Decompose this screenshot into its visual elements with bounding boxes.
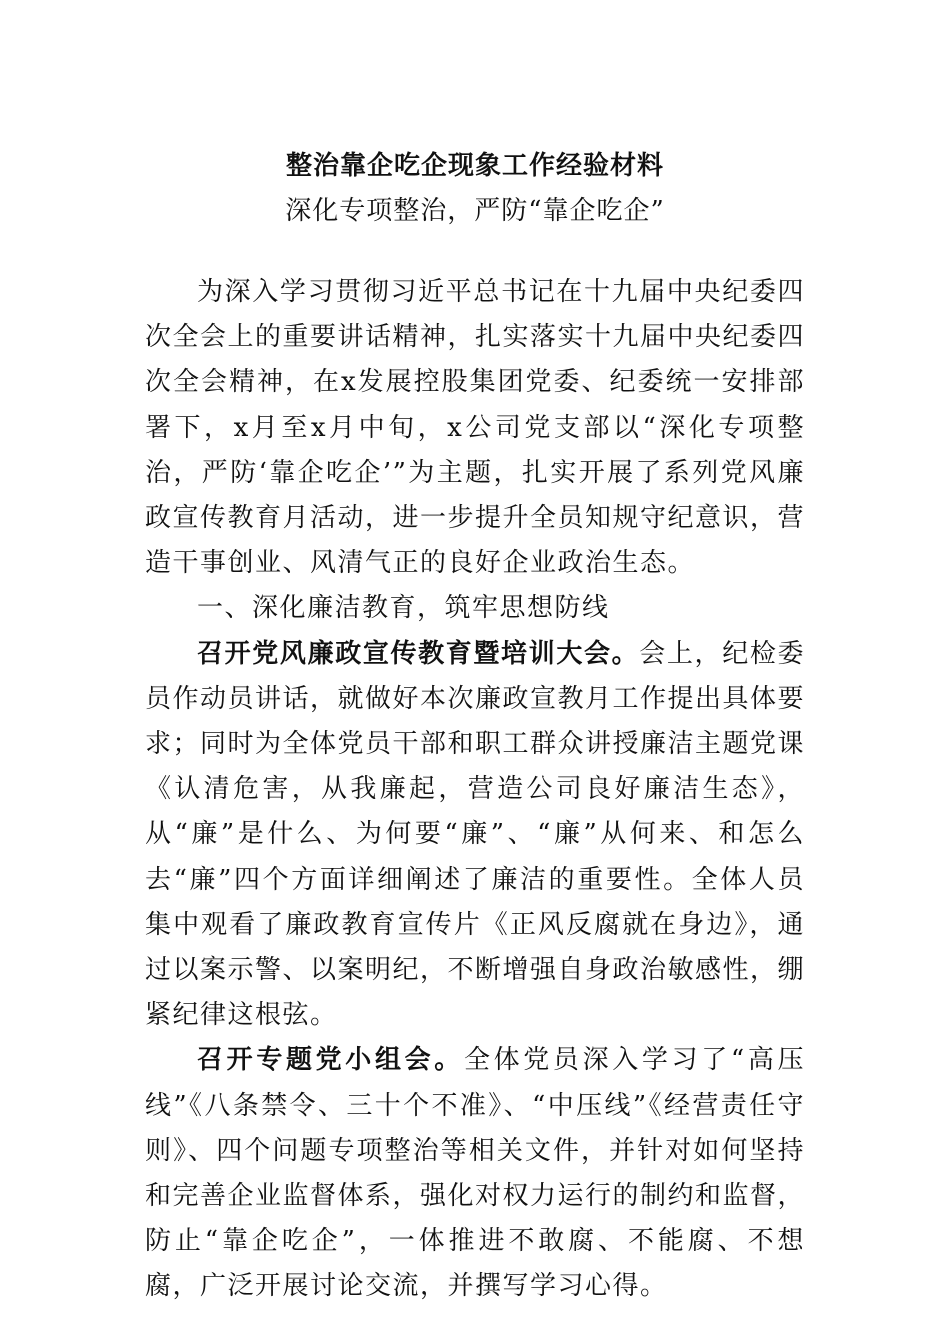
document-subtitle: 深化专项整治，严防“靠企吃企” <box>285 196 665 226</box>
section-heading <box>145 586 805 631</box>
document-title: 整治靠企吃企现象工作经验材料 <box>285 151 664 181</box>
training-meeting-text: 会上，纪检委员作动员讲话，就做好本次廉政宣教月工作提出具体要求；同时为全体党员干部和职工群众讲授廉洁主题党课《认清危害，从我廉起，营造公司良好廉洁生态》，从“廉”是什么、为何要“廉”、“廉”从何来、和怎么去“廉”四个方面详细阐述了廉洁的重要性。全体人员集中观看了廉政教育宣传片《正风反腐就在身边》，通过以案示警、以案明纪，不断增强自身政治敏感性，绷紧纪律这根弦。 <box>145 638 806 1031</box>
training-meeting-paragraph <box>145 632 805 1039</box>
section-heading-text: 一、深化廉洁教育，筑牢思想防线 <box>197 593 610 624</box>
party-group-text: 全体党员深入学习了“高压线”《八条禁令、三十个不准》、“中压线”《经营责任守则》、四个问题专项整治等相关文件，并针对如何坚持和完善企业监督体系，强化对权力运行的制约和监督，防止“靠企吃企”，一体推进不敢腐、不能腐、不想腐，广泛开展讨论交流，并撰写学习心得。 <box>145 1045 806 1302</box>
training-meeting-lead: 召开党风廉政宣传教育暨培训大会。 <box>197 638 640 669</box>
document-body <box>145 270 805 1310</box>
party-group-paragraph <box>145 1038 805 1309</box>
intro-paragraph <box>145 270 805 586</box>
intro-paragraph-text: 为深入学习贯彻习近平总书记在十九届中央纪委四次全会上的重要讲话精神，扎实落实十九届中央纪委四次全会精神，在x发展控股集团党委、纪委统一安排部署下，x月至x月中旬，x公司党支部以“深化专项整治，严防‘靠企吃企’”为主题，扎实开展了系列党风廉政宣传教育月活动，进一步提升全员知规守纪意识，营造干事创业、风清气正的良好企业政治生态。 <box>145 277 806 579</box>
party-group-lead: 召开专题党小组会。 <box>197 1045 464 1076</box>
